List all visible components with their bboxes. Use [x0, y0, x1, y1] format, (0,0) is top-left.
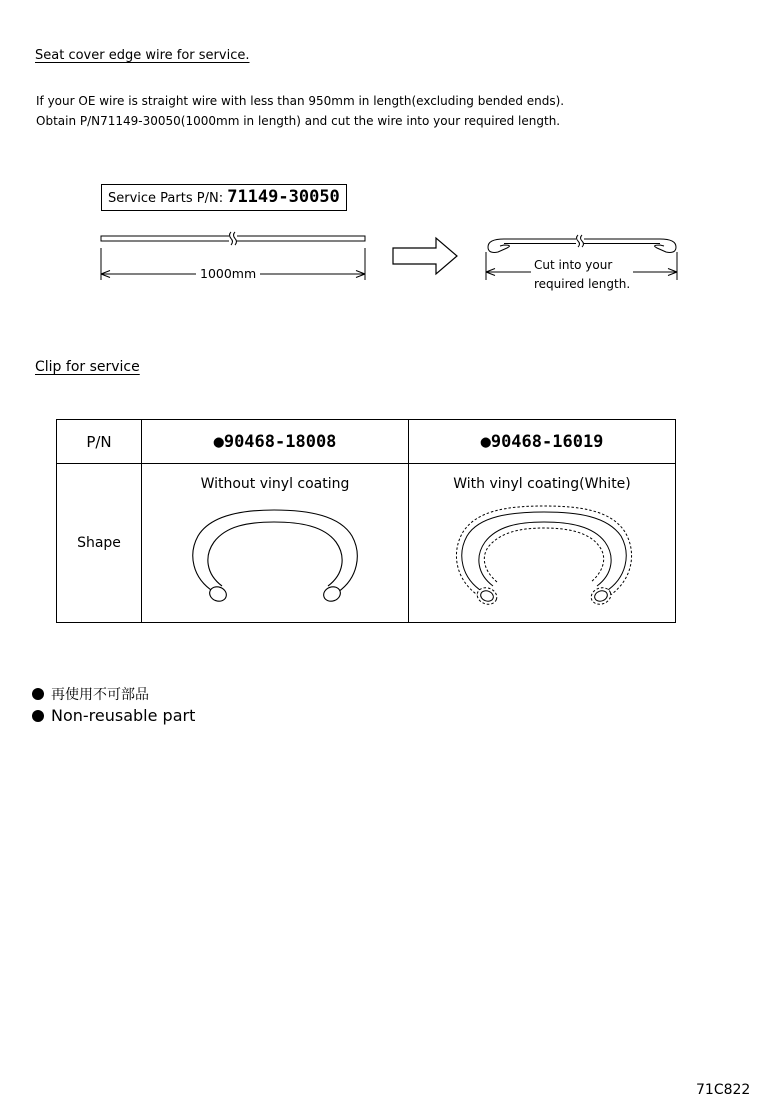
- bullet-icon: [32, 710, 44, 722]
- clip-parts-table: [56, 419, 676, 623]
- clip-shape-1: [142, 464, 409, 623]
- legend-japanese: [32, 684, 149, 704]
- legend-english: [32, 706, 195, 725]
- clip-vinyl-coated-icon: [449, 504, 639, 608]
- right-arrow-icon: [390, 234, 462, 278]
- instruction-line-2: Obtain P/N71149-30050(1000mm in length) and cut the wire into your required length.: [36, 114, 561, 128]
- non-reusable-bullet-icon: ●: [213, 431, 224, 452]
- legend-english-text: Non-reusable part: [51, 706, 196, 725]
- non-reusable-bullet-icon: ●: [480, 431, 491, 452]
- cut-note-line-1: Cut into your: [534, 258, 613, 272]
- wire-length-label: 1000mm: [196, 266, 260, 281]
- cut-note-line-2: required length.: [534, 277, 631, 291]
- clip-part-number-1: [142, 420, 409, 464]
- section-title-clip: Clip for service: [35, 359, 140, 375]
- service-part-label: Service Parts P/N:: [108, 191, 228, 206]
- section-title-edge-wire: Seat cover edge wire for service.: [35, 48, 250, 63]
- bullet-icon: [32, 688, 44, 700]
- clip-description-1: Without vinyl coating: [200, 476, 350, 492]
- clip-uncoated-icon: [182, 506, 368, 606]
- cut-note: [531, 256, 633, 294]
- part-number-text: 90468-18008: [223, 431, 337, 452]
- shape-header: Shape: [57, 464, 142, 623]
- clip-part-number-2: [409, 420, 676, 464]
- legend-japanese-text: 再使用不可部品: [51, 687, 149, 703]
- part-number-text: 90468-16019: [490, 431, 604, 452]
- service-part-number-box: [101, 184, 347, 211]
- service-part-number: 71149-30050: [227, 187, 340, 207]
- pn-header: P/N: [57, 420, 142, 464]
- clip-description-2: With vinyl coating(White): [453, 476, 631, 492]
- clip-shape-2: [409, 464, 676, 623]
- figure-code: 71C822: [696, 1082, 751, 1098]
- instruction-line-1: If your OE wire is straight wire with less than 950mm in length(excluding bended ends).: [36, 94, 565, 108]
